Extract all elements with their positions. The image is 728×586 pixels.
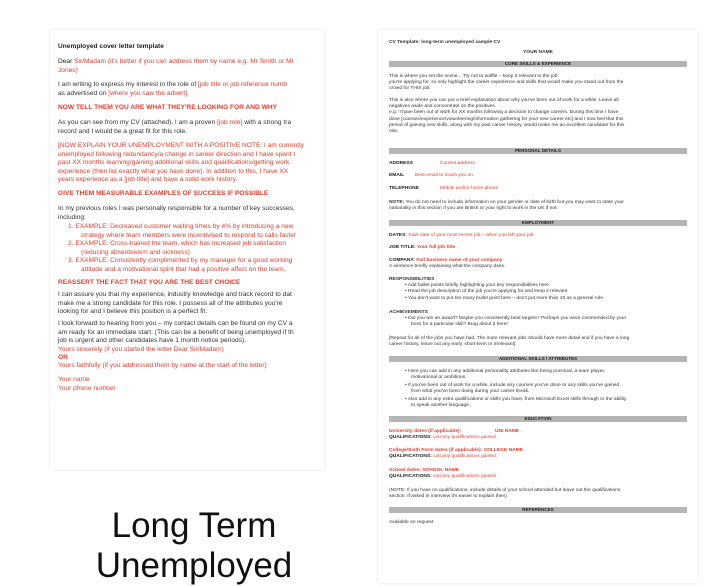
additional-item-cont: to speak another language.	[411, 403, 471, 409]
education-note: section. If asked in interview it's easier to explain then)	[389, 494, 507, 500]
sign-off-sincerely: Yours sincerely (if you started the letter Dear Sir/Madam)	[58, 345, 224, 353]
dates-row: DATES: Start date of your most recent job – when you left your job	[389, 233, 534, 238]
example-item: 3. EXAMPLE: Consistently complimented by my manager for a good working	[68, 257, 293, 265]
explain-line: experience (then list exactly what you have done). In addition to this, I have XX	[58, 167, 289, 175]
previous-roles-line: including:	[58, 213, 86, 221]
responsibility-item: • Add bullet points briefly highlighting your key responsibilities here	[405, 283, 549, 289]
education-note: (NOTE: If you have no qualifications, include details of your school attended but leave out the qualifications	[389, 488, 621, 493]
note-nationality: NOTE: You do not need to include information on your gender or date of birth but you may want to state your	[389, 200, 624, 205]
heading-examples: GIVE THEM MEASURABLE EXAMPLES OF SUCCESS IF POSSIBLE	[58, 190, 269, 197]
closing-line: I look forward to hearing from you – my contact details can be found on my CV a	[58, 320, 293, 327]
core-text: This is where you set the scene... Try not to waffle – keep it relevant to the job	[389, 74, 558, 79]
sign-off-faithfully: Yours faithfully (if you addressed them by name at the start of the letter)	[58, 361, 267, 369]
intro-line2: as advertised on [where you saw the advert].	[58, 89, 189, 97]
core-text: e.g. 'I have been out of work for XX months following a decision to change careers. During this time I have	[389, 110, 619, 116]
letter-title: Unemployed cover letter template	[58, 43, 164, 50]
school-row: School dates: SCHOOL NAME	[389, 468, 460, 473]
closing-line: am ready for an immediate start. (This can be a benefit of being unemployed if th	[58, 328, 294, 336]
email-row: EMAIL Best email to reach you on	[389, 173, 473, 178]
college-quals: QUALIFICATIONS: List any qualifications gained.	[389, 454, 498, 460]
additional-item: • Here you can add in any additional personality attributes like being punctual, a team player,	[405, 369, 606, 374]
cv-title: CV Template: long-term unemployed sample CV	[389, 40, 501, 45]
explain-line: unemployed following redundancy/a change in career direction and I have spent t	[58, 150, 296, 158]
caption-title	[64, 506, 324, 586]
job-title-row: JOB TITLE: Your full job title	[389, 245, 456, 250]
intro-line1: I am writing to express my interest in the role of [job title or job reference numb	[58, 81, 288, 88]
core-text: you're applying for, so only highlight the career experience and skills that would make you stand out from the	[389, 80, 624, 86]
your-name: Your name	[58, 376, 90, 383]
salutation: Dear Sir/Madam (it's better if you can address them by name e.g. Mr Smith or Mr	[58, 58, 294, 65]
cv-line2: record and I would be a great fit for this role.	[58, 127, 188, 135]
core-text: role.	[389, 129, 399, 134]
university-quals: QUALIFICATIONS: List any qualifications gained.	[389, 435, 498, 441]
additional-item: • If you've been out of work for a while, include any courses you've done or any skills you've gained	[405, 383, 620, 388]
repeat-note: career history, leave out any early, short-term or irrelevant]	[389, 342, 516, 348]
heading-best-choice: REASSERT THE FACT THAT YOU ARE THE BEST CHOICE	[58, 279, 241, 286]
section-employment: EMPLOYMENT	[389, 220, 687, 226]
achievement-item-cont: boss for a particular skill? Brag about it here!	[411, 322, 508, 328]
reassert-line: make me a strong candidate for this role. I possess all of the attributes you're	[58, 299, 283, 307]
responsibilities-heading: RESPONSIBILITIES	[389, 277, 435, 282]
example-item: 1. EXAMPLE: Decreased customer waiting times by 4% by introducing a new	[68, 223, 294, 230]
company-row: COMPANY: Full business name of your company	[389, 258, 503, 263]
caption-line2: Unemployed	[95, 546, 293, 585]
explain-line: years experience as a [job title] and have a solid work history.	[58, 176, 238, 184]
additional-item-cont: motivational or ambitious.	[411, 375, 467, 381]
section-additional-skills: ADDITIONAL SKILLS / ATTRIBUTES	[389, 356, 687, 362]
achievement-item: • Did you win an award? Maybe you consistently beat targets? Perhaps you were commended by your	[405, 316, 627, 322]
cv-template-page	[378, 30, 698, 583]
responsibility-item: • Read the job description of the job you're applying for and keep it relevant	[405, 289, 568, 295]
core-text: negatives aside and concentrate on the positives.	[389, 104, 497, 110]
cover-letter-page	[50, 30, 324, 470]
cv-your-name: YOUR NAME	[523, 50, 553, 55]
explain-line: [NOW EXPLAIN YOUR UNEMPLOYMENT WITH A POSITIVE NOTE: I am currently	[58, 142, 304, 149]
core-text: crowd for THIS job.	[389, 86, 431, 92]
telephone-row: TELEPHONE Mobile and/or home phone	[389, 186, 499, 191]
core-text: period of gaining new skills, along with my past career history, would make me an excellent candidate for this	[389, 122, 625, 128]
core-text: This is also where you can put a brief explanation about why you've been out of work for a while. Leave all	[389, 98, 619, 103]
closing-line: job is urgent and other candidates have 1 month notice periods).	[58, 337, 247, 345]
your-phone: Your phone number	[58, 384, 116, 392]
company-description: A sentence briefly explaining what the company does.	[389, 264, 506, 270]
additional-item: • Also add in any extra qualifications or skills you have, from Microsoft Excel skills through to the ability	[405, 397, 627, 402]
salutation-note: Jones)	[58, 66, 78, 74]
reassert-line: looking for and I believe this position is a perfect fit.	[58, 308, 208, 316]
responsibility-item: • You don't want to put too many bullet point here – don't put more than 10 as a general rule.	[405, 295, 605, 301]
achievements-heading: ACHIEVEMENTS	[389, 310, 428, 315]
college-row: College/Sixth Form dates (if applicable): COLLEGE NAME	[389, 448, 523, 453]
section-education: EDUCATION	[389, 416, 687, 422]
example-item: 2. EXAMPLE: Cross-trained the team, which has increased job satisfaction	[68, 240, 287, 248]
previous-roles-line: In my previous roles I was personally responsible for a number of key successes,	[58, 205, 295, 212]
sign-off-or: OR	[58, 353, 68, 361]
explain-line: past XX months learning/gaining additional skills and qualifications/getting work	[58, 159, 290, 167]
references-text: Available on request	[389, 520, 434, 525]
example-item-cont: strategy where team members were incentivised to respond to calls faster	[81, 231, 297, 239]
reassert-line: I can assure you that my experience, industry knowledge and track record to dat	[58, 291, 292, 298]
example-item-cont: attitude and a motivational spirit that had a positive affect on the team.	[81, 266, 286, 273]
repeat-note: [Repeat for all of the jobs you have had. The more relevant jobs should have more detail and if you have a long	[389, 336, 630, 341]
address-row: ADDRESS Current address	[389, 161, 476, 166]
example-item-cont: (reducing absenteeism and sickness)	[81, 248, 190, 256]
core-text: done [courses/experience/volunteering/information gathering for your new career etc] and I now feel that this	[389, 116, 624, 122]
university-row: University dates (if applicable): UNI NAME	[389, 429, 520, 434]
section-references: REFERENCES	[389, 507, 687, 513]
caption-line1: Long Term	[111, 506, 277, 545]
note-nationality-cont: nationality in this section if you are British or your right to work in the UK if not.	[389, 206, 558, 212]
additional-item-cont: from what you've been doing during your career break.	[411, 389, 530, 395]
school-quals: QUALIFICATIONS: List any qualifications gained.	[389, 474, 498, 480]
heading-what-they-want: NOW TELL THEM YOU ARE WHAT THEY'RE LOOKING FOR AND WHY	[58, 104, 278, 111]
cv-line1: As you can see from my CV (attached), I am a proven [job role] with a strong tra	[58, 119, 292, 126]
section-core-skills: CORE SKILLS & EXPERIENCE	[389, 61, 687, 67]
section-personal-details: PERSONAL DETAILS	[389, 148, 687, 154]
